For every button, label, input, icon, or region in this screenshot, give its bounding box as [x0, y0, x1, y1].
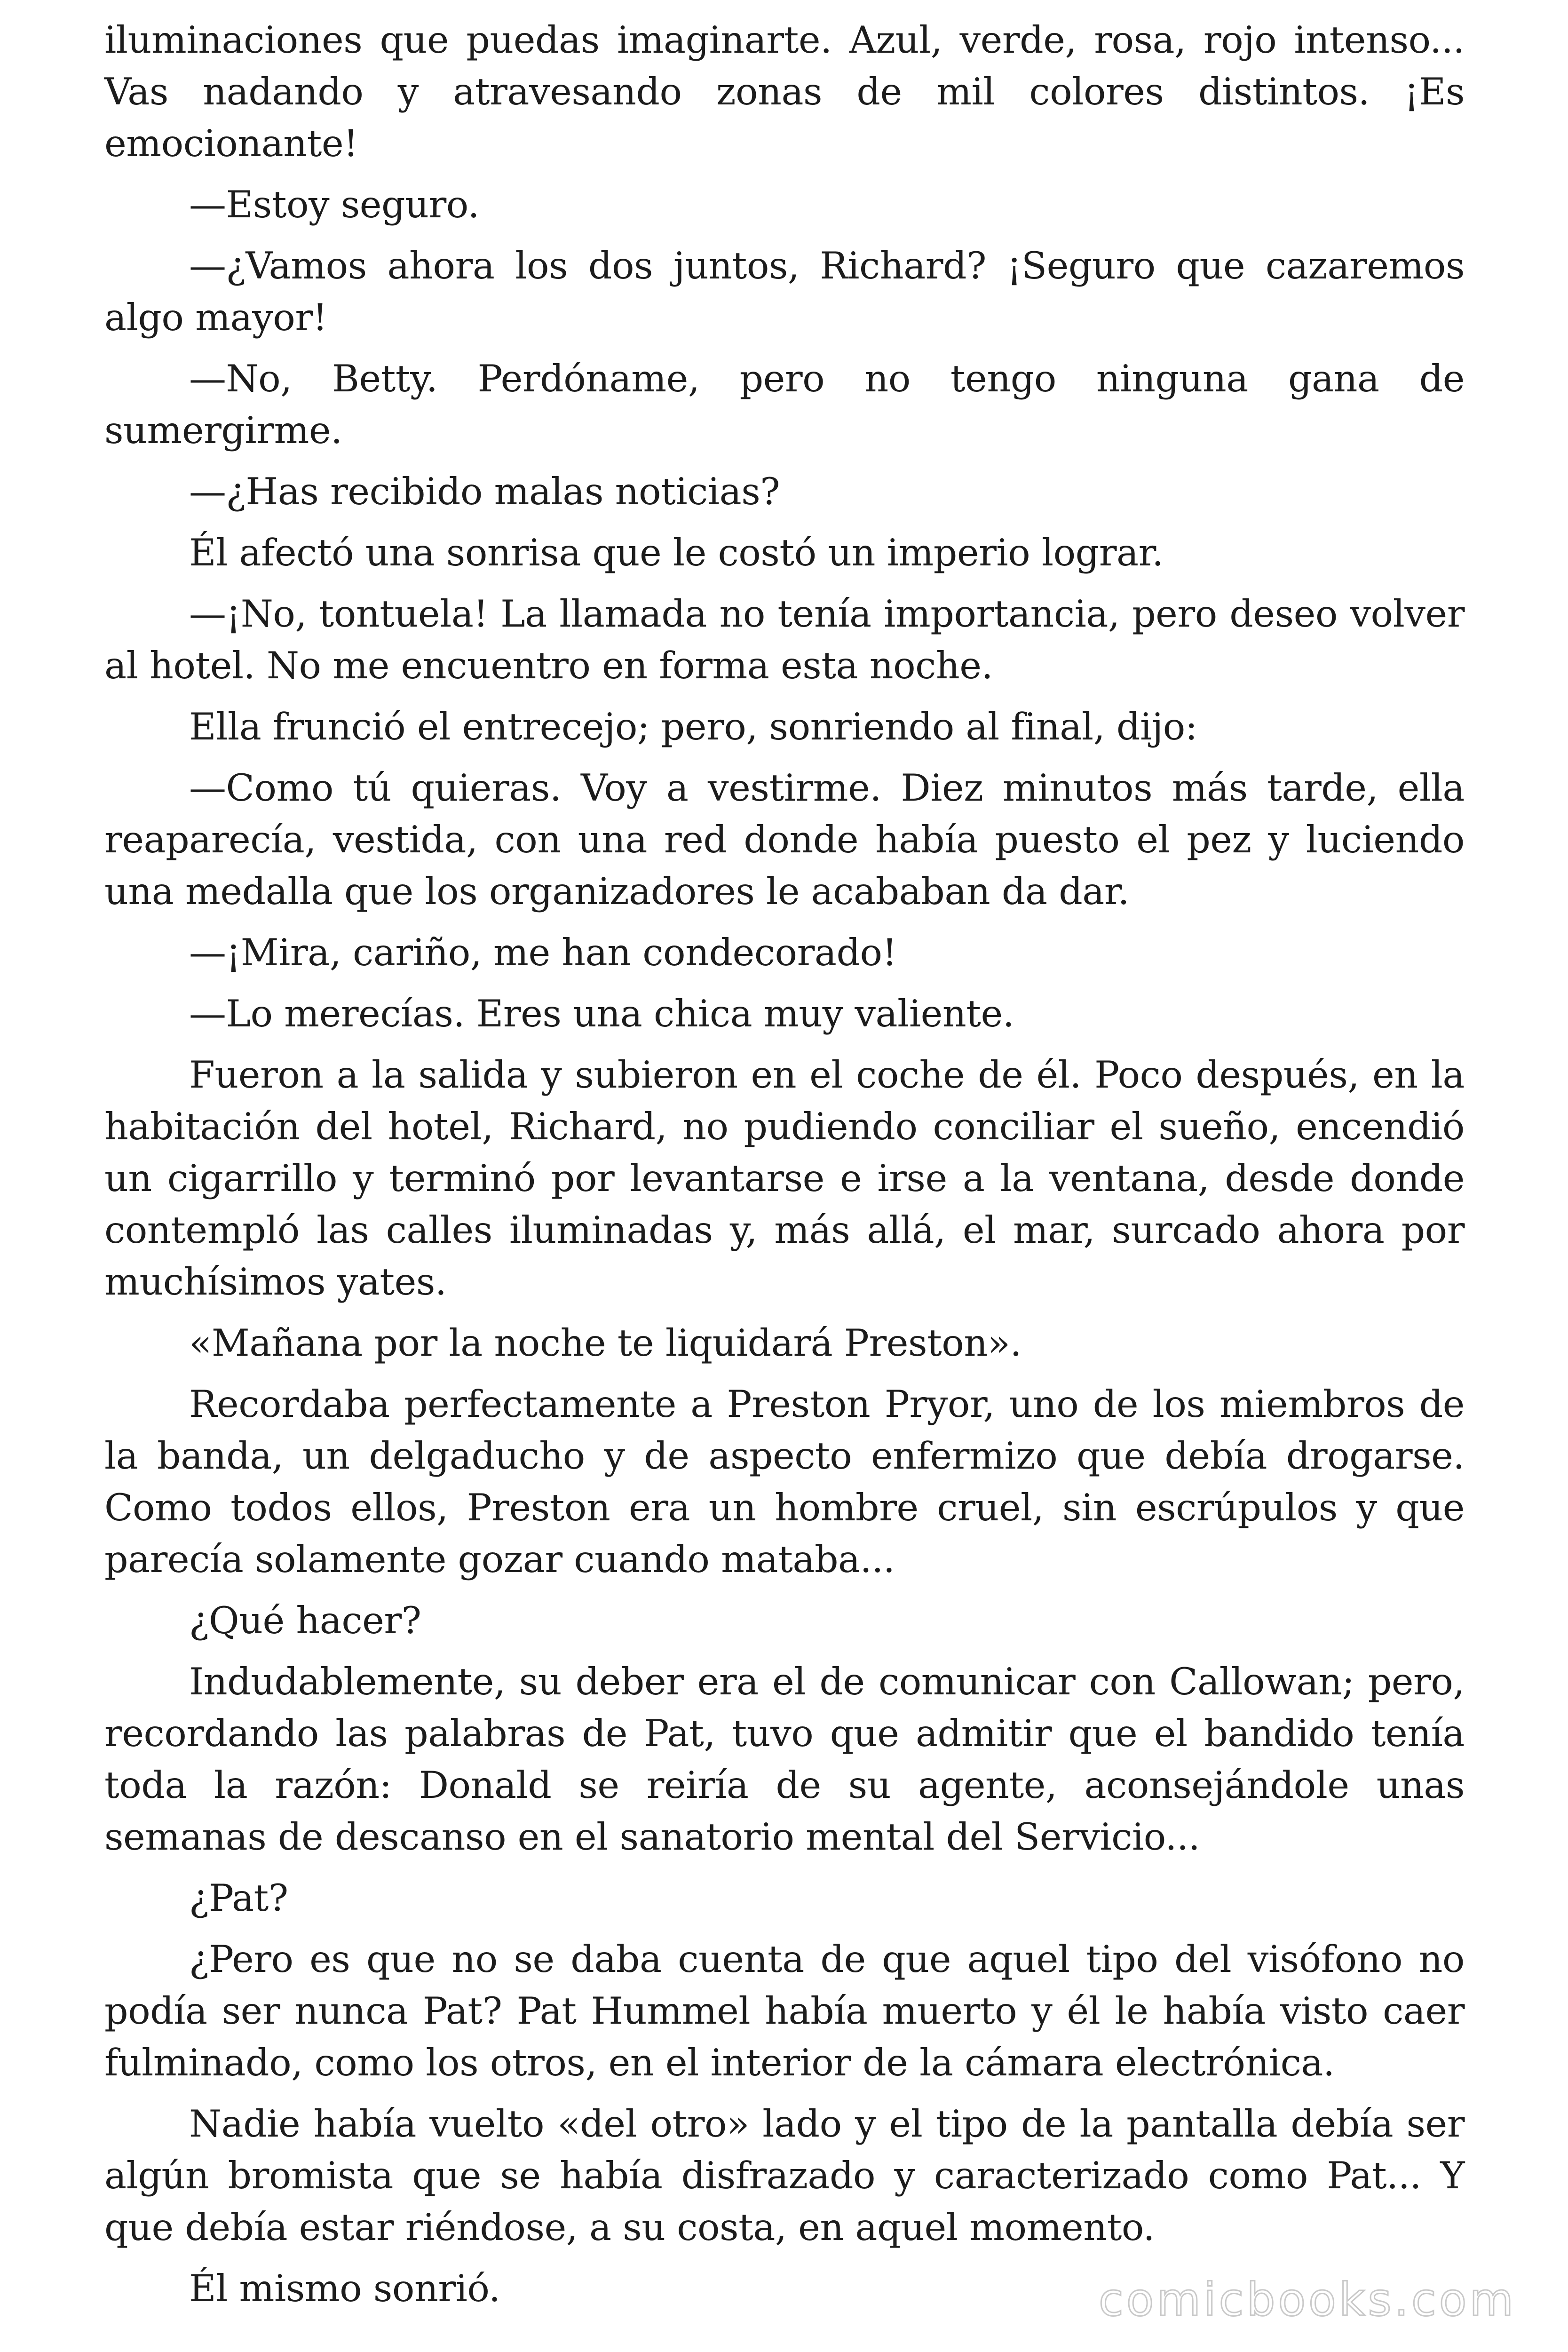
- paragraph: Ella frunció el entrecejo; pero, sonriendo al final, dijo:: [189, 705, 1197, 748]
- paragraph: Fueron a la salida y subieron en el coche de él. Poco después, en la habitación del hotel, Richard, no pudiendo conciliar el sueño, encendió un cigarrillo y terminó por levantarse e irse a la ventana, desde donde contempló las calles iluminadas y, más allá, el mar, surcado ahora por muchísimos yates.: [104, 1053, 1465, 1303]
- paragraph: Recordaba perfectamente a Preston Pryor, uno de los miembros de la banda, un delgaducho y de aspecto enfermizo que debía drogarse. Como todos ellos, Preston era un hombre cruel, sin escrúpulos y que parecía solamente gozar cuando mataba...: [104, 1383, 1465, 1581]
- paragraph: Él mismo sonrió.: [189, 2267, 500, 2310]
- paragraph: —¡No, tontuela! La llamada no tenía importancia, pero deseo volver al hotel. No me encuentro en forma esta noche.: [104, 592, 1465, 687]
- paragraph: «Mañana por la noche te liquidará Preston».: [189, 1321, 1022, 1365]
- paragraph: Nadie había vuelto «del otro» lado y el tipo de la pantalla debía ser algún bromista que se había disfrazado y caracterizado como Pat... Y que debía estar riéndose, a su costa, en aquel momento.: [104, 2102, 1465, 2249]
- paragraph: iluminaciones que puedas imaginarte. Azul, verde, rosa, rojo intenso... Vas nadando y atravesando zonas de mil colores distintos. ¡Es emocionante!: [104, 18, 1465, 165]
- paragraph: ¿Pat?: [189, 1876, 288, 1920]
- paragraph: ¿Qué hacer?: [189, 1599, 421, 1642]
- watermark: comicbooks.com: [1098, 2273, 1516, 2326]
- paragraph: Él afectó una sonrisa que le costó un imperio lograr.: [189, 531, 1164, 574]
- paragraph: —Lo merecías. Eres una chica muy valiente.: [189, 992, 1014, 1035]
- page-body: [104, 14, 1465, 2324]
- paragraph: —¿Vamos ahora los dos juntos, Richard? ¡Seguro que cazaremos algo mayor!: [104, 244, 1465, 339]
- paragraph: —Como tú quieras. Voy a vestirme. Diez minutos más tarde, ella reaparecía, vestida, con una red donde había puesto el pez y luciendo una medalla que los organizadores le acababan da dar.: [104, 766, 1465, 913]
- paragraph: —¿Has recibido malas noticias?: [189, 470, 780, 513]
- paragraph: ¿Pero es que no se daba cuenta de que aquel tipo del visófono no podía ser nunca Pat? Pat Hummel había muerto y él le había visto caer fulminado, como los otros, en el interior de la cámara electrónica.: [104, 1938, 1465, 2084]
- paragraph: —¡Mira, cariño, me han condecorado!: [189, 931, 897, 974]
- paragraph: —Estoy seguro.: [189, 183, 480, 226]
- paragraph: —No, Betty. Perdóname, pero no tengo ninguna gana de sumergirme.: [104, 357, 1465, 452]
- paragraph: Indudablemente, su deber era el de comunicar con Callowan; pero, recordando las palabras de Pat, tuvo que admitir que el bandido tenía toda la razón: Donald se reiría de su agente, aconsejándole unas semanas de descanso en el sanatorio mental del Servicio...: [104, 1660, 1465, 1859]
